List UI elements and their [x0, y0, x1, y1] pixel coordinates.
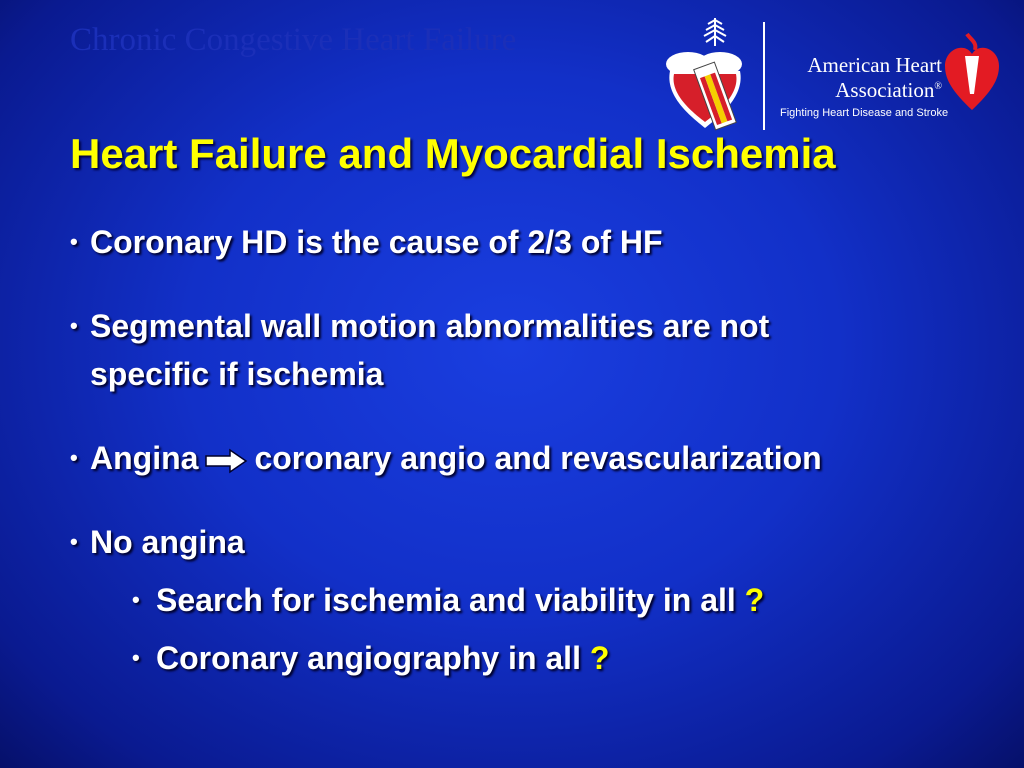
bullet-text-pre: Angina	[90, 440, 199, 476]
aha-heart-torch-icon	[943, 32, 1001, 112]
sociedad-cardiologia-emblem	[660, 16, 750, 136]
registered-mark: ®	[934, 81, 942, 92]
sub-bullet-text: Search for ischemia and viability in all	[156, 582, 736, 618]
section-header-title: Chronic Congestive Heart Failure	[70, 22, 517, 58]
sub-bullet-text: Coronary angiography in all	[156, 640, 581, 676]
aha-name-line1: American Heart	[807, 53, 942, 77]
right-arrow-icon	[204, 448, 248, 474]
bullet-text-post: coronary angio and revascularization	[254, 440, 822, 476]
bullet-marker: •	[70, 313, 78, 338]
logo-divider	[763, 22, 765, 130]
bullet-marker: •	[70, 229, 78, 254]
bullet-text-line2: specific if ischemia	[90, 356, 384, 392]
aha-wordmark	[800, 54, 942, 101]
logo-area	[660, 16, 1010, 136]
slide-title: Heart Failure and Myocardial Ischemia	[70, 130, 836, 177]
bullet-marker: •	[70, 445, 78, 470]
bullet-text: Coronary HD is the cause of 2/3 of HF	[90, 224, 663, 260]
bullet-marker: •	[132, 645, 140, 670]
bullet-text-line1: Segmental wall motion abnormalities are not	[90, 308, 770, 344]
question-mark: ?	[589, 640, 610, 676]
aha-tagline: Fighting Heart Disease and Stroke	[780, 107, 949, 119]
bullet-marker: •	[70, 529, 78, 554]
bullet-text: No angina	[90, 524, 245, 560]
aha-name-line2: Association	[835, 78, 935, 102]
bullet-marker: •	[132, 587, 140, 612]
question-mark: ?	[744, 582, 765, 618]
